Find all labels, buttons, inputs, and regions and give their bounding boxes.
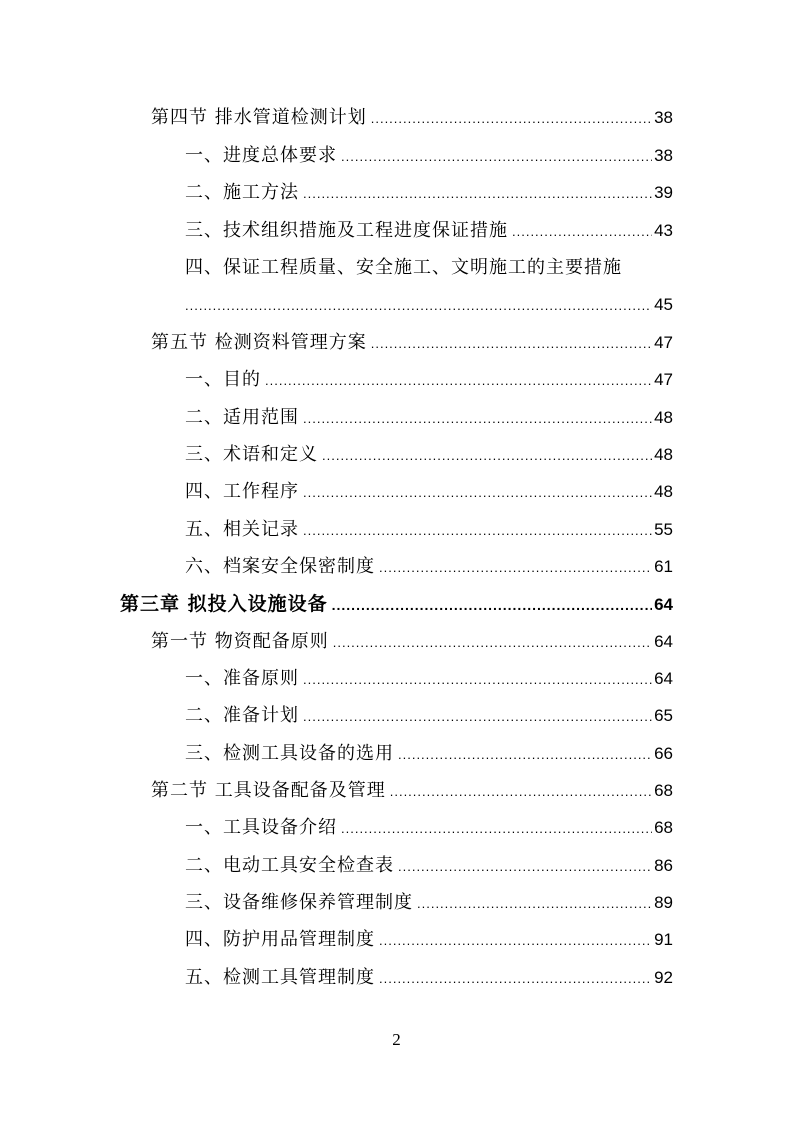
toc-entry-item[interactable] <box>185 813 673 843</box>
toc-entry-page: 48 <box>654 445 673 464</box>
toc-leader-dots <box>341 814 652 844</box>
toc-entry-item[interactable] <box>185 701 673 731</box>
toc-entry-page: 86 <box>654 856 673 875</box>
toc-entry-label: 四、工作程序 <box>185 481 299 502</box>
toc-entry-label: 五、检测工具管理制度 <box>185 967 375 988</box>
toc-entry-page: 45 <box>654 295 673 314</box>
toc-entry-label: 二、准备计划 <box>185 705 299 726</box>
toc-entry-page: 64 <box>654 669 673 688</box>
toc-entry-label: 一、准备原则 <box>185 668 299 689</box>
toc-entry-label: 二、施工方法 <box>185 182 299 203</box>
toc-leader-dots <box>379 926 652 956</box>
toc-entry-item[interactable] <box>185 739 673 769</box>
toc-entry-item[interactable] <box>185 403 673 433</box>
toc-entry-item[interactable] <box>185 888 673 918</box>
toc-entry-item[interactable] <box>185 477 673 507</box>
toc-entry-label-wrapped[interactable]: 四、保证工程质量、安全施工、文明施工的主要措施 <box>185 257 622 278</box>
toc-entry-page: 61 <box>654 557 673 576</box>
toc-leader-dots <box>322 441 652 471</box>
toc-entry-page: 43 <box>654 221 673 240</box>
toc-entry-page: 48 <box>654 408 673 427</box>
toc-leader-dots <box>333 628 652 658</box>
toc-entry-label: 一、工具设备介绍 <box>185 817 337 838</box>
toc-entry-label: 一、目的 <box>185 369 261 390</box>
toc-entry-item[interactable] <box>185 851 673 881</box>
toc-entry-label: 六、档案安全保密制度 <box>185 556 375 577</box>
toc-entry-label: 三、技术组织措施及工程进度保证措施 <box>185 220 508 241</box>
page-number: 2 <box>392 1030 401 1049</box>
toc-entry-item-continuation[interactable] <box>185 290 673 320</box>
toc-leader-dots <box>303 665 652 695</box>
toc-entry-label: 二、适用范围 <box>185 407 299 428</box>
toc-entry-label: 第四节 排水管道检测计划 <box>151 107 367 128</box>
toc-entry-label: 二、电动工具安全检查表 <box>185 855 394 876</box>
toc-entry-item[interactable] <box>185 178 673 208</box>
toc-entry-page: 48 <box>654 482 673 501</box>
toc-entry-page: 65 <box>654 706 673 725</box>
toc-leader-dots <box>417 889 652 919</box>
toc-entry-section[interactable] <box>151 328 673 358</box>
toc-entry-label: 五、相关记录 <box>185 519 299 540</box>
toc-entry-label: 三、术语和定义 <box>185 444 318 465</box>
toc-entry-label: 三、设备维修保养管理制度 <box>185 892 413 913</box>
toc-entry-item[interactable] <box>185 440 673 470</box>
toc-leader-dots <box>341 142 652 172</box>
toc-leader-dots <box>398 740 652 770</box>
toc-leader-dots <box>303 179 652 209</box>
toc-entry-section[interactable] <box>151 103 673 133</box>
toc-entry-label: 第一节 物资配备原则 <box>151 631 329 652</box>
toc-entry-section[interactable] <box>151 627 673 657</box>
toc-entry-page: 64 <box>654 595 673 614</box>
toc-leader-dots <box>371 329 652 359</box>
toc-entry-section[interactable] <box>151 776 673 806</box>
toc-leader-dots <box>398 852 652 882</box>
toc-leader-dots <box>512 217 652 247</box>
toc-leader-dots <box>371 104 652 134</box>
toc-entry-page: 66 <box>654 744 673 763</box>
toc-leader-dots <box>303 516 652 546</box>
toc-leader-dots <box>332 590 652 620</box>
toc-leader-dots <box>303 404 652 434</box>
toc-entry-page: 92 <box>654 968 673 987</box>
toc-entry-page: 68 <box>654 818 673 837</box>
toc-entry-label: 第二节 工具设备配备及管理 <box>151 780 386 801</box>
toc-entry-item[interactable] <box>185 515 673 545</box>
toc-entry-page: 68 <box>654 781 673 800</box>
toc-leader-dots <box>379 964 652 994</box>
toc-entry-label: 三、检测工具设备的选用 <box>185 743 394 764</box>
toc-leader-dots <box>303 702 652 732</box>
toc-entry-item[interactable] <box>185 141 673 171</box>
toc-leader-dots <box>379 553 652 583</box>
toc-entry-page: 64 <box>654 632 673 651</box>
toc-entry-item[interactable] <box>185 664 673 694</box>
toc-entry-chapter[interactable] <box>120 589 673 619</box>
toc-leader-dots <box>185 291 652 321</box>
toc-entry-page: 38 <box>654 108 673 127</box>
toc-leader-dots <box>265 366 652 396</box>
toc-entry-page: 47 <box>654 370 673 389</box>
toc-entry-label: 一、进度总体要求 <box>185 145 337 166</box>
toc-leader-dots <box>390 777 652 807</box>
toc-entry-label: 第三章 拟投入设施设备 <box>120 593 328 615</box>
toc-entry-page: 47 <box>654 333 673 352</box>
toc-entry-page: 89 <box>654 893 673 912</box>
toc-entry-item[interactable] <box>185 216 673 246</box>
toc-entry-item[interactable] <box>185 552 673 582</box>
toc-entry-label: 四、防护用品管理制度 <box>185 929 375 950</box>
toc-entry-page: 91 <box>654 930 673 949</box>
toc-entry-item[interactable] <box>185 925 673 955</box>
toc-entry-page: 38 <box>654 146 673 165</box>
toc-leader-dots <box>303 478 652 508</box>
toc-entry-label: 第五节 检测资料管理方案 <box>151 332 367 353</box>
toc-entry-page: 39 <box>654 183 673 202</box>
toc-entry-page: 55 <box>654 520 673 539</box>
toc-entry-item[interactable] <box>185 963 673 993</box>
toc-entry-item[interactable] <box>185 365 673 395</box>
